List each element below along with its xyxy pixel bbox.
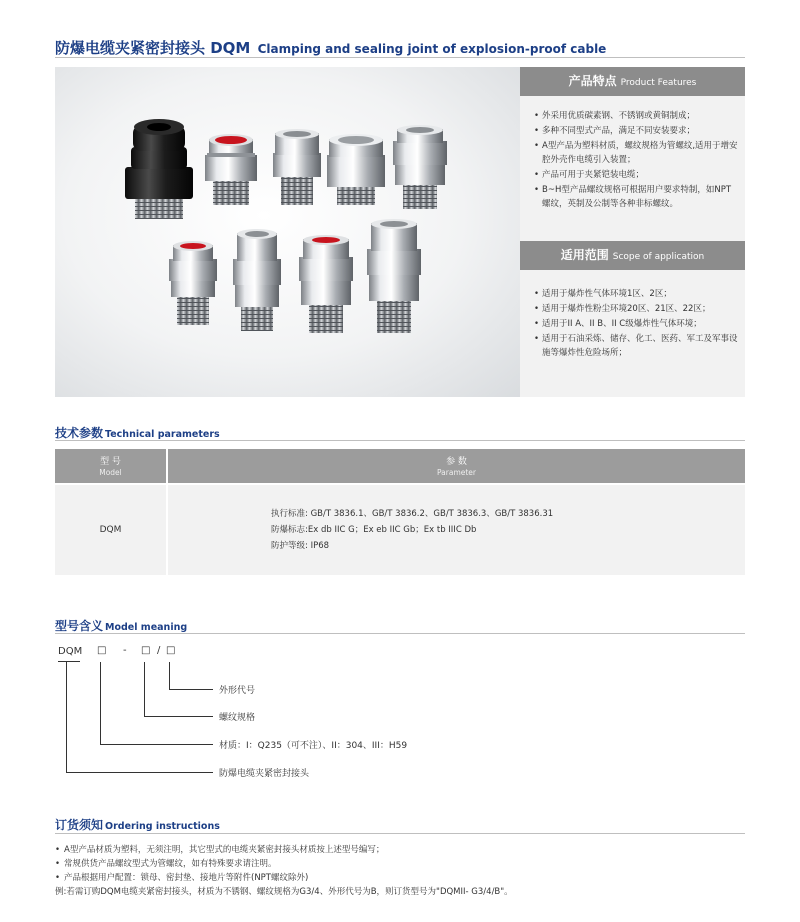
product-features-header: 产品特点 Product Features xyxy=(520,67,745,96)
table-header-model: 型 号 Model xyxy=(55,449,166,483)
model-code-prefix: DQM xyxy=(58,646,83,657)
application-item: • 适用于II A、II B、II C级爆炸性气体环境； xyxy=(534,317,739,331)
gland-red-gasket-2 xyxy=(169,241,217,325)
product-features-list xyxy=(534,109,739,212)
ordering-item: • A型产品材质为塑料，无须注明，其它型式的电缆夹紧密封接头材质按上述型号编写； xyxy=(55,843,755,857)
connector-name-v xyxy=(66,662,67,772)
ordering-divider xyxy=(55,833,745,834)
gland-black-plastic xyxy=(125,119,193,219)
model-meaning-divider xyxy=(55,633,745,634)
title-divider xyxy=(55,57,745,58)
connector-thread-h xyxy=(144,716,213,717)
gland-stainless-straight xyxy=(273,129,321,205)
gland-stainless-ribbed xyxy=(393,125,447,209)
ordering-item: • 常规供货产品螺纹型式为管螺纹，如有特殊要求请注明。 xyxy=(55,857,755,871)
feature-item: • 产品可用于夹紧铠装电缆； xyxy=(534,168,739,182)
ordering-instructions-title: 订货须知 Ordering instructions xyxy=(55,818,220,832)
connector-shape-v xyxy=(169,662,170,689)
label-product-name: 防爆电缆夹紧密封接头 xyxy=(219,769,310,779)
page-title-en: Clamping and sealing joint of explosion-proof cable xyxy=(257,42,607,56)
model-meaning-title: 型号含义 Model meaning xyxy=(55,619,188,633)
model-code-box-material: □ xyxy=(97,645,107,656)
label-shape-code: 外形代号 xyxy=(219,686,256,696)
connector-shape-h xyxy=(169,689,213,690)
bracket-underline xyxy=(58,661,80,662)
scope-of-application-header: 适用范围 Scope of application xyxy=(520,241,745,270)
application-item: • 适用于爆炸性粉尘环境20区、21区、22区； xyxy=(534,302,739,316)
scope-of-application-list xyxy=(534,287,739,361)
product-photo xyxy=(55,67,520,397)
model-code-dash: - xyxy=(123,645,127,656)
features-panel xyxy=(520,67,745,397)
gland-red-gasket-3 xyxy=(299,235,353,333)
connector-material-h xyxy=(100,744,213,745)
feature-item: • B~H型产品螺纹规格可根据用户要求特制，如NPT螺纹，英制及公制等各种非标螺纹。 xyxy=(534,183,739,211)
gland-red-gasket-1 xyxy=(205,134,257,205)
page-title-cn: 防爆电缆夹紧密封接头 DQM xyxy=(55,39,251,57)
feature-item: • 多种不同型式产品，满足不同安装要求； xyxy=(534,124,739,138)
technical-parameters-title: 技术参数 Technical parameters xyxy=(55,426,220,440)
table-cell-model: DQM xyxy=(55,485,166,575)
connector-material-v xyxy=(100,662,101,744)
gland-stainless-large xyxy=(327,134,385,205)
param-ex-marking: 防爆标志:Ex db IIC G；Ex eb IIC Gb；Ex tb IIIC Db xyxy=(271,525,477,535)
table-cell-parameters xyxy=(168,485,745,575)
model-code-box-shape: □ xyxy=(166,645,176,656)
ordering-instructions-list xyxy=(55,843,755,899)
param-standard: 执行标准: GB/T 3836.1、GB/T 3836.2、GB/T 3836.3、GB/T 3836.31 xyxy=(271,509,554,519)
ordering-example: 例:若需订购DQM电缆夹紧密封接头，材质为不锈钢、螺纹规格为G3/4、外形代号为B，则订货型号为"DQMII- G3/4/B"。 xyxy=(55,887,513,897)
param-protection: 防护等级: IP68 xyxy=(271,541,330,551)
connector-name-h xyxy=(66,772,213,773)
gland-stainless-tall xyxy=(233,229,281,331)
model-code-box-thread: □ xyxy=(141,645,151,656)
application-item: • 适用于石油采炼、储存、化工、医药、军工及军事设施等爆炸性危险场所； xyxy=(534,332,739,360)
page-title xyxy=(55,37,606,58)
table-header-parameter: 参 数 Parameter xyxy=(168,449,745,483)
feature-item: • A型产品为塑料材质，螺纹规格为管螺纹,适用于增安腔外壳作电缆引入装置； xyxy=(534,139,739,167)
technical-divider xyxy=(55,440,745,441)
model-code-slash: / xyxy=(157,645,161,656)
technical-parameters-table xyxy=(55,449,745,575)
ordering-item: • 产品根据用户配置：锁母、密封垫、接地片等附件(NPT螺纹除外) xyxy=(55,871,755,885)
cable-glands-illustration xyxy=(55,67,520,397)
application-item: • 适用于爆炸性气体环境1区、2区； xyxy=(534,287,739,301)
gland-stainless-tallest xyxy=(367,219,421,333)
label-thread-spec: 螺纹规格 xyxy=(219,713,256,723)
connector-thread-v xyxy=(144,662,145,716)
label-material: 材质：I：Q235（可不注）、II：304、III：H59 xyxy=(219,741,408,751)
feature-item: • 外采用优质碳素钢、不锈钢或黄铜制成； xyxy=(534,109,739,123)
